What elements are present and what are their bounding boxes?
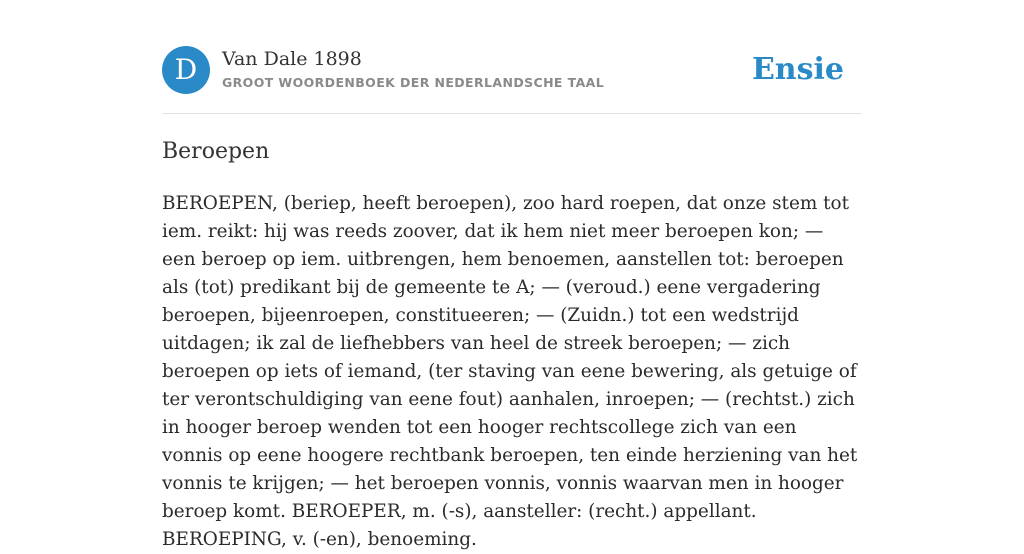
entry-definition: BEROEPEN, (beriep, heeft beroepen), zoo hard roepen, dat onze stem tot iem. reikt: hij was reeds zoover, dat ik hem niet meer beroepen kon; — een beroep op iem. uitbrengen, hem benoemen, aanstellen tot: beroepen als (tot) predikant bij de gemeente te A; — (veroud.) eene vergadering beroepen, bijeenroepen, constitueeren; — (Zuidn.) tot een wedstrijd uitdagen; ik zal de liefhebbers van heel de streek beroepen; — zich beroepen op iets of iemand, (ter staving van eene bewering, als getuige of ter verontschuldiging van eene fout) aanhalen, inroepen; — (rechtst.) zich in hooger beroep wenden tot een hooger rechtscollege zich van een vonnis op eene hoogere rechtbank beroepen, ten einde herziening van het vonnis te krijgen; — het beroepen vonnis, vonnis waarvan men in hooger beroep komt. BEROEPER, m. (-s), aansteller: (recht.) appellant. BEROEPING, v. (-en), benoeming.	[162, 193, 858, 550]
header-divider	[162, 113, 862, 114]
source-logo-icon[interactable]: D	[162, 46, 210, 94]
source-title[interactable]: Van Dale 1898	[222, 48, 362, 70]
source-subtitle: GROOT WOORDENBOEK DER NEDERLANDSCHE TAAL	[222, 75, 605, 90]
entry-headword: Beroepen	[162, 139, 270, 164]
site-header	[162, 46, 862, 96]
brand-logo[interactable]: Ensie	[751, 52, 844, 87]
